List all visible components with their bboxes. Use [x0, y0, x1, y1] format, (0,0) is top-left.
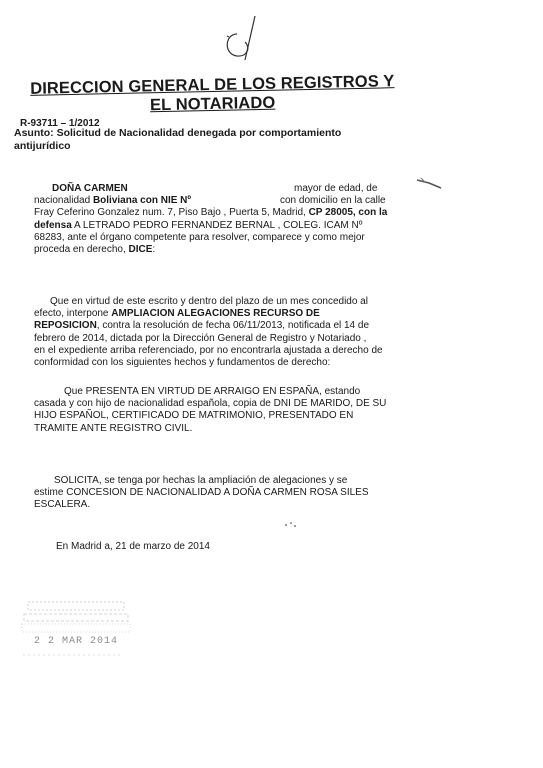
- appeal-line-2a: efecto, interpone: [34, 308, 112, 320]
- signoff-date: En Madrid a, 21 de marzo de 2014: [56, 541, 210, 552]
- domicile-text: con domicilio en la calle: [280, 195, 386, 207]
- appeal-title: AMPLIACION ALEGACIONES RECURSO DE: [111, 308, 320, 320]
- subject-line-1: Asunto: Solicitud de Nacionalidad denegada por comportamiento: [14, 127, 342, 139]
- subject-line: [14, 127, 434, 153]
- subject-line-2: antijurídico: [14, 140, 71, 152]
- stamp-date: 2 2 MAR 2014: [34, 636, 119, 647]
- ink-smudge: [415, 176, 445, 190]
- address-text: Fray Ceferino Gonzalez num. 7, Piso Bajo , Puerta 5, Madrid,: [34, 207, 309, 219]
- heading-line-2: EL NOTARIADO: [149, 93, 276, 115]
- appeal-line-3b: , contra la resolución de fecha 06/11/2013, notificada el 14 de: [96, 320, 370, 332]
- paragraph-intro: [34, 183, 400, 256]
- paragraph-facts: [34, 386, 404, 435]
- facts-line-4: TRAMITE ANTE REGISTRO CIVIL.: [34, 422, 193, 434]
- reference-number: R-93711 – 1/2012: [20, 118, 100, 129]
- facts-line-2: casada y con hijo de nacionalidad española, copia de DNI DE MARIDO, DE SU: [34, 398, 387, 410]
- facts-line-3: HIJO ESPAÑOL, CERTIFICADO DE MATRIMONIO, PRESENTADO EN: [34, 410, 354, 422]
- intro-line-4: 68283, ante el órgano competente para resolver, comparece y como mejor: [34, 231, 365, 243]
- paragraph-request: [34, 475, 400, 512]
- intro-line-5: proceda en derecho,: [34, 243, 129, 255]
- appeal-line-6: conformidad con los siguientes hechos y fundamentos de derecho:: [34, 357, 331, 369]
- defense-label: defensa: [34, 219, 72, 231]
- lawyer-text: A LETRADO PEDRO FERNANDEZ BERNAL , COLEG. ICAM Nº: [71, 219, 363, 231]
- document-heading: [20, 72, 406, 118]
- appeal-line-5: en el expediente arriba referenciado, por no encontrarla ajustada a derecho de: [34, 344, 383, 356]
- registry-stamp: [20, 600, 135, 662]
- handwritten-scribble: [215, 12, 275, 62]
- stamp-texture: [20, 600, 135, 662]
- appeal-line-1: Que en virtud de este escrito y dentro del plazo de un mes concedido al: [50, 296, 368, 307]
- nationality-prefix: nacionalidad: [34, 195, 93, 207]
- dice-word: DICE: [128, 243, 153, 255]
- client-name: DOÑA CARMEN: [52, 183, 128, 194]
- age-text: mayor de edad, de: [294, 183, 378, 194]
- appeal-line-4: febrero de 2014, dictada por la Dirección General de Registro y Notariado ,: [34, 332, 367, 344]
- postcode-text: CP 28005, con la: [308, 207, 388, 219]
- heading-line-1: DIRECCION GENERAL DE LOS REGISTROS Y: [30, 72, 395, 98]
- request-line-3: ESCALERA.: [34, 499, 91, 511]
- request-line-2: estime CONCESION DE NACIONALIDAD A DOÑA CARMEN ROSA SILES: [34, 487, 369, 499]
- reposicion-word: REPOSICION: [34, 320, 97, 332]
- facts-line-1: Que PRESENTA EN VIRTUD DE ARRAIGO EN ESPAÑA, estando: [64, 386, 361, 397]
- nationality-text: Boliviana con NIE Nº: [92, 195, 192, 207]
- paragraph-appeal: [34, 296, 400, 369]
- request-line-1: SOLICITA, se tenga por hechas la ampliación de alegaciones y se: [54, 475, 348, 486]
- dice-colon: :: [152, 243, 156, 255]
- ink-dots: [283, 519, 299, 531]
